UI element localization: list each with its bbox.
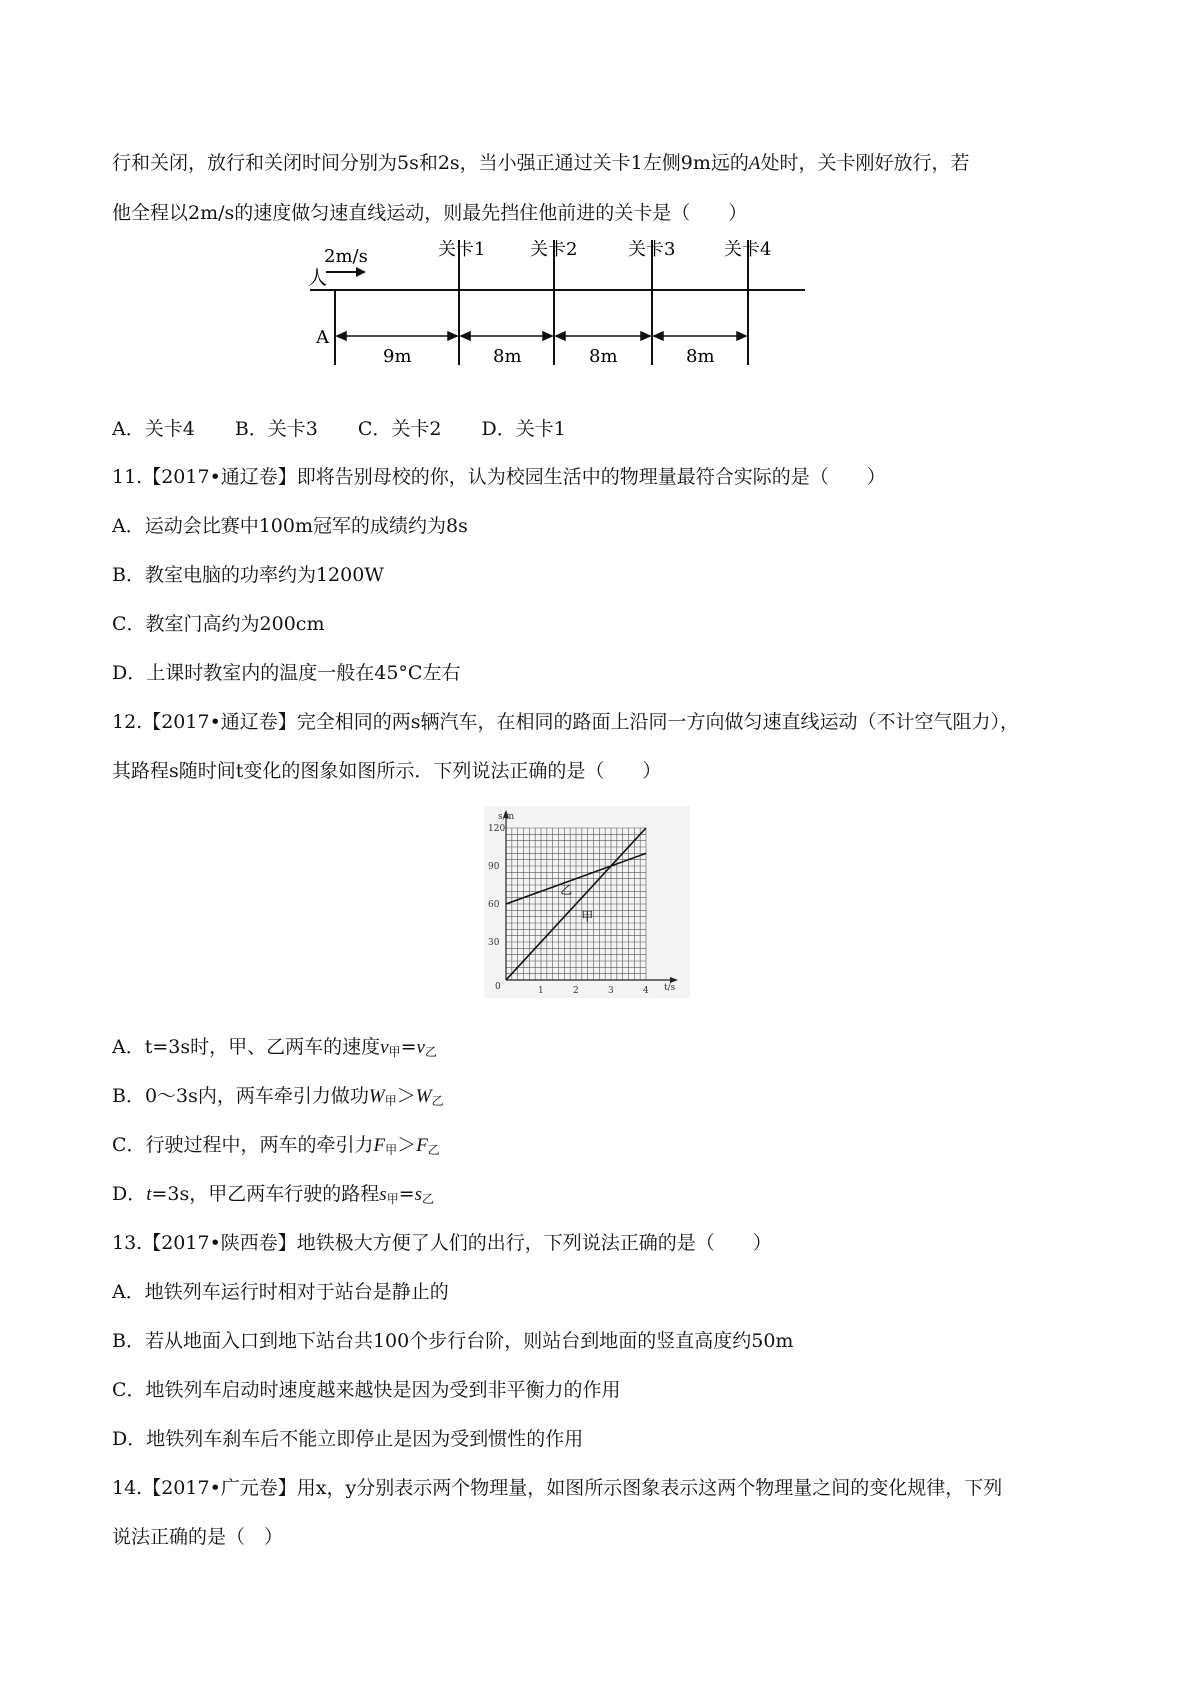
q10-checkpoint-diagram bbox=[300, 240, 830, 400]
y-tick-label: 90 bbox=[488, 862, 500, 872]
q11-option-c: C．教室门高约为200cm bbox=[112, 613, 325, 635]
distance-2-label: 8m bbox=[493, 346, 522, 367]
series-label-2: 乙 bbox=[560, 882, 573, 897]
distance-1-label: 9m bbox=[383, 346, 412, 367]
y-tick-label: 30 bbox=[488, 938, 500, 948]
q13-option-c: C．地铁列车启动时速度越来越快是因为受到非平衡力的作用 bbox=[112, 1379, 621, 1401]
gate-3-label: 关卡3 bbox=[628, 240, 676, 260]
y-tick-label: 120 bbox=[488, 824, 506, 834]
q14-stem-line1: 14.【2017•广元卷】用x，y分别表示两个物理量，如图所示图象表示这两个物理量之间的变化规律，下列 bbox=[112, 1477, 1003, 1499]
q12-s-t-graph bbox=[484, 806, 690, 998]
series-label-1: 甲 bbox=[581, 909, 594, 924]
q11-option-b: B．教室电脑的功率约为1200W bbox=[112, 564, 384, 586]
q14-stem-line2: 说法正确的是（ ） bbox=[112, 1526, 284, 1548]
x-tick-label: 3 bbox=[608, 986, 614, 996]
q12-option-d: D．t=3s，甲乙两车行驶的路程$s_甲=s_乙$ bbox=[112, 1183, 435, 1206]
q10-stem-line1: 行和关闭，放行和关闭时间分别为5s和2s，当小强正通过关卡1左侧9m远的A处时，关卡刚好放行，若 bbox=[112, 152, 970, 174]
q10-choice-c: C．关卡2 bbox=[357, 418, 442, 440]
gate-4-label: 关卡4 bbox=[724, 240, 772, 260]
x-tick-label: 2 bbox=[573, 986, 579, 996]
q11-option-d: D．上课时教室内的温度一般在45°C左右 bbox=[112, 662, 461, 684]
distance-arrows bbox=[337, 332, 746, 340]
y-tick-label: 60 bbox=[488, 900, 500, 910]
q11-option-a: A．运动会比赛中100m冠军的成绩约为8s bbox=[112, 515, 468, 537]
q12-option-c: C．行驶过程中，两车的牵引力$F_甲>F_乙$ bbox=[112, 1134, 440, 1157]
q13-option-a: A．地铁列车运行时相对于站台是静止的 bbox=[112, 1281, 449, 1303]
y-axis-label: s/m bbox=[498, 812, 515, 822]
gate-2-label: 关卡2 bbox=[530, 240, 578, 260]
q10-choice-a: A．关卡4 bbox=[112, 418, 195, 440]
q10-choice-d: D．关卡1 bbox=[481, 418, 566, 440]
distance-3-label: 8m bbox=[589, 346, 618, 367]
q12-option-a: A．t=3s时，甲、乙两车的速度$v_甲=v_乙$ bbox=[112, 1036, 437, 1059]
speed-label: 2m/s bbox=[324, 246, 368, 267]
x-tick-label: 4 bbox=[643, 986, 649, 996]
gate-1-label: 关卡1 bbox=[438, 240, 486, 260]
q13-stem: 13.【2017•陕西卷】地铁极大方便了人们的出行，下列说法正确的是（ ） bbox=[112, 1232, 772, 1254]
x-tick-label: 1 bbox=[538, 986, 544, 996]
x-axis-label: t/s bbox=[664, 983, 676, 993]
q11-stem: 11.【2017•通辽卷】即将告别母校的你，认为校园生活中的物理量最符合实际的是（ ） bbox=[112, 466, 886, 488]
q12-stem-line2: 其路程s随时间t变化的图象如图所示．下列说法正确的是（ ） bbox=[112, 760, 662, 782]
distance-4-label: 8m bbox=[686, 346, 715, 367]
start-point-label: A bbox=[316, 327, 329, 348]
origin-label: 0 bbox=[495, 982, 501, 992]
q13-option-d: D．地铁列车刹车后不能立即停止是因为受到惯性的作用 bbox=[112, 1428, 584, 1450]
q10-choices bbox=[112, 414, 606, 441]
q10-choice-b: B．关卡3 bbox=[234, 418, 318, 440]
q12-stem-line1: 12.【2017•通辽卷】完全相同的两s辆汽车，在相同的路面上沿同一方向做匀速直线运动（不计空气阻力）， bbox=[112, 711, 1020, 733]
q10-stem-line2: 他全程以2m/s的速度做匀速直线运动，则最先挡住他前进的关卡是（ ） bbox=[112, 202, 748, 224]
speed-arrow-head bbox=[356, 267, 366, 277]
q12-option-b: B．0～3s内，两车牵引力做功$W_甲>W_乙$ bbox=[112, 1085, 444, 1108]
person-label: 人 bbox=[308, 267, 328, 289]
q13-option-b: B．若从地面入口到地下站台共100个步行台阶，则站台到地面的竖直高度约50m bbox=[112, 1330, 794, 1352]
